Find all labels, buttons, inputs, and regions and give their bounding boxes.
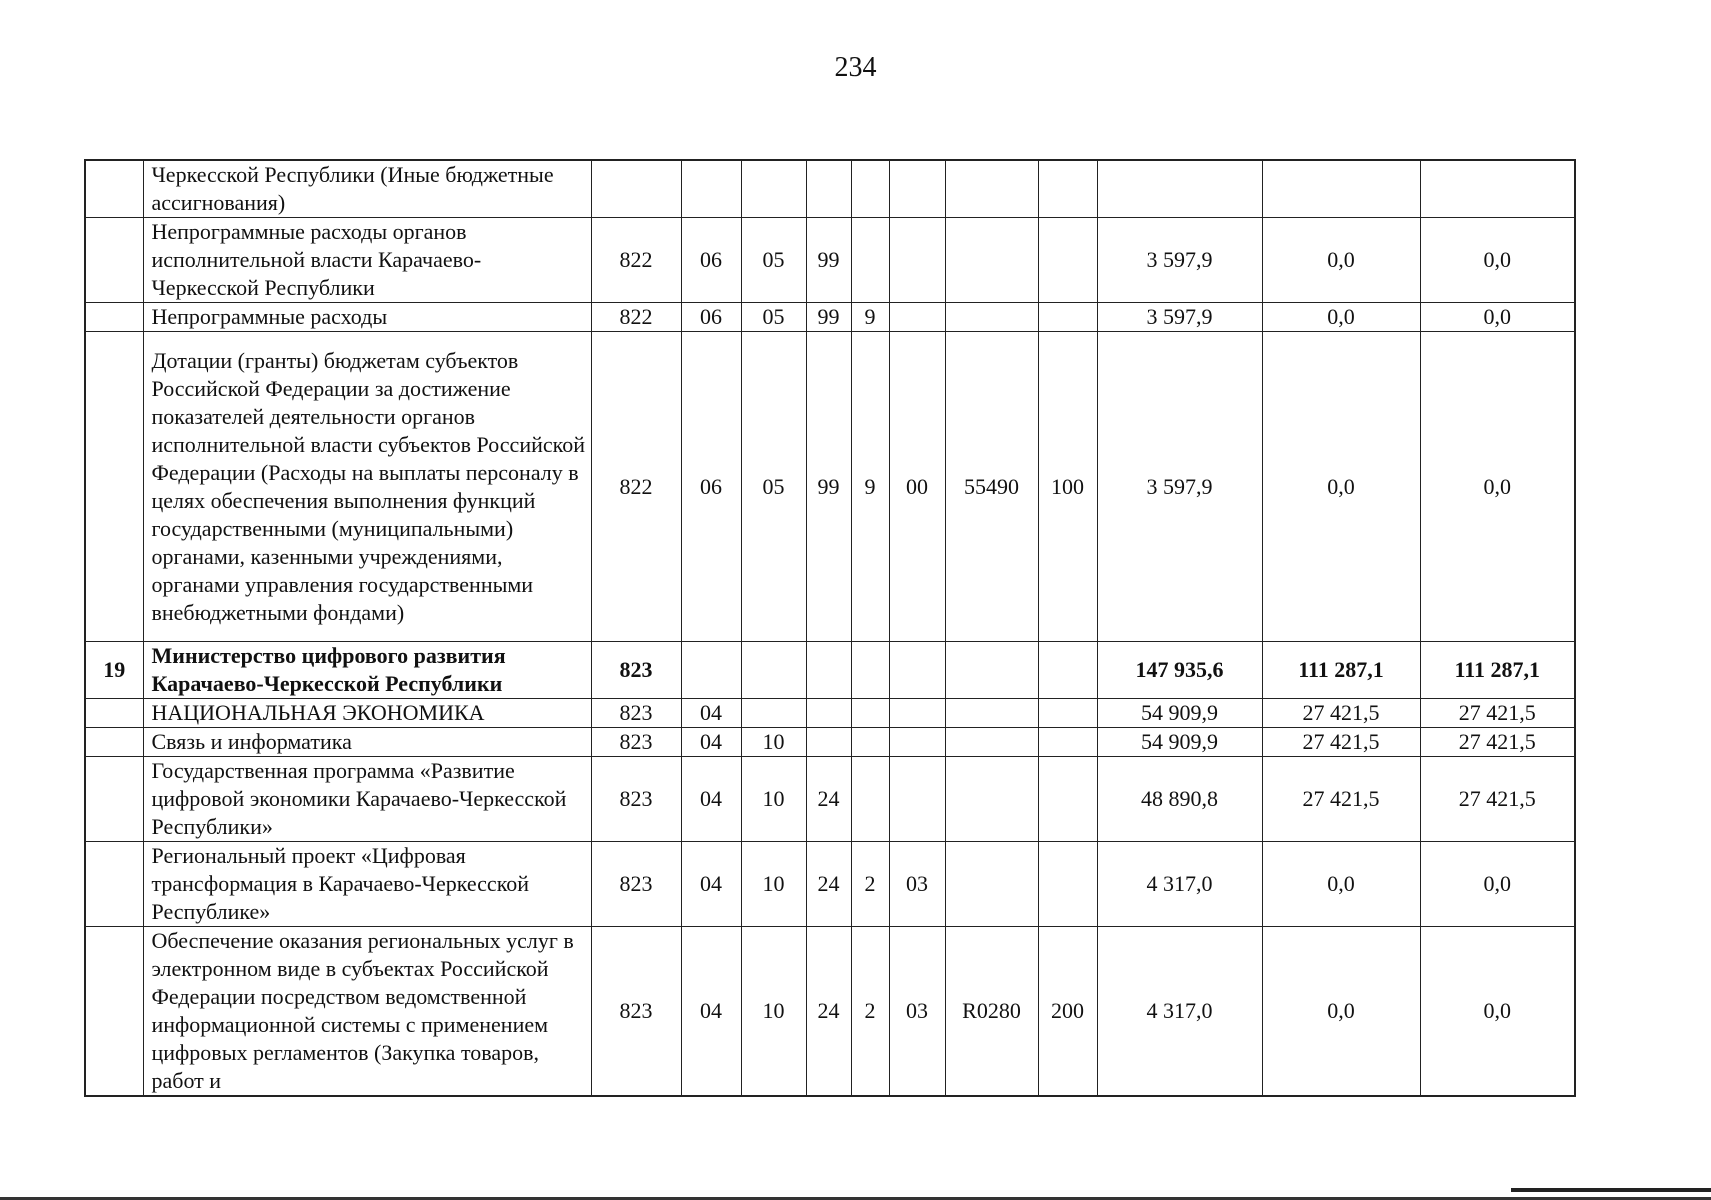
cell-c3: 05 (741, 303, 806, 332)
cell-c6 (889, 642, 945, 699)
cell-c4: 24 (806, 842, 851, 927)
cell-name: Дотации (гранты) бюджетам субъектов Российской Федерации за достижение показателей деятельности органов исполнительной власти субъектов Российской Федерации (Расходы на выплаты персоналу в целях обеспечения выполнения функций государственными (муниципальными) органами, казенными учреждениями, органами управления государственными внебюджетными фондами) (143, 332, 591, 642)
cell-c3 (741, 699, 806, 728)
cell-v2: 27 421,5 (1262, 699, 1420, 728)
cell-name: Черкесской Республики (Иные бюджетные ассигнования) (143, 160, 591, 218)
cell-c4 (806, 642, 851, 699)
cell-c5: 9 (851, 332, 889, 642)
cell-c7: 55490 (945, 332, 1038, 642)
cell-v3: 111 287,1 (1420, 642, 1575, 699)
cell-v3: 27 421,5 (1420, 699, 1575, 728)
cell-v2: 0,0 (1262, 927, 1420, 1097)
cell-c3: 10 (741, 728, 806, 757)
cell-c4: 99 (806, 303, 851, 332)
table-row (85, 927, 1575, 1097)
table-row (85, 842, 1575, 927)
cell-c5 (851, 160, 889, 218)
cell-c5 (851, 757, 889, 842)
cell-v2: 0,0 (1262, 842, 1420, 927)
cell-c7 (945, 642, 1038, 699)
cell-name: Государственная программа «Развитие цифровой экономики Карачаево-Черкесской Республики» (143, 757, 591, 842)
cell-v1: 48 890,8 (1097, 757, 1262, 842)
cell-c8 (1038, 303, 1097, 332)
cell-num (85, 303, 143, 332)
table-row (85, 757, 1575, 842)
cell-v2: 0,0 (1262, 303, 1420, 332)
cell-name: НАЦИОНАЛЬНАЯ ЭКОНОМИКА (143, 699, 591, 728)
cell-c4 (806, 699, 851, 728)
cell-v1: 4 317,0 (1097, 927, 1262, 1097)
cell-v2: 27 421,5 (1262, 757, 1420, 842)
cell-num (85, 728, 143, 757)
cell-c2: 04 (681, 699, 741, 728)
cell-c1: 822 (591, 332, 681, 642)
cell-c6 (889, 728, 945, 757)
cell-c5: 2 (851, 842, 889, 927)
table-row (85, 642, 1575, 699)
cell-c6 (889, 757, 945, 842)
table-row (85, 160, 1575, 218)
cell-name: Непрограммные расходы (143, 303, 591, 332)
cell-c7 (945, 303, 1038, 332)
cell-v2: 111 287,1 (1262, 642, 1420, 699)
cell-num (85, 218, 143, 303)
cell-num (85, 842, 143, 927)
cell-c2: 06 (681, 332, 741, 642)
cell-c7 (945, 757, 1038, 842)
table-row (85, 699, 1575, 728)
cell-c4: 24 (806, 927, 851, 1097)
cell-c1: 822 (591, 303, 681, 332)
cell-v3 (1420, 160, 1575, 218)
cell-c1: 822 (591, 218, 681, 303)
cell-c2: 04 (681, 728, 741, 757)
table-row (85, 728, 1575, 757)
cell-c5 (851, 642, 889, 699)
cell-c3 (741, 642, 806, 699)
cell-v3: 0,0 (1420, 332, 1575, 642)
cell-c8: 200 (1038, 927, 1097, 1097)
cell-v3: 0,0 (1420, 842, 1575, 927)
cell-num (85, 160, 143, 218)
cell-c1: 823 (591, 642, 681, 699)
cell-c8 (1038, 642, 1097, 699)
cell-c4 (806, 160, 851, 218)
cell-c5 (851, 218, 889, 303)
cell-c6 (889, 699, 945, 728)
cell-c4: 24 (806, 757, 851, 842)
cell-c8 (1038, 160, 1097, 218)
cell-c1: 823 (591, 757, 681, 842)
budget-table (84, 159, 1576, 1097)
cell-c1: 823 (591, 927, 681, 1097)
cell-v2: 0,0 (1262, 218, 1420, 303)
page-number: 234 (834, 52, 877, 83)
cell-num (85, 927, 143, 1097)
cell-c7 (945, 218, 1038, 303)
cell-v1: 54 909,9 (1097, 699, 1262, 728)
cell-name: Обеспечение оказания региональных услуг в электронном виде в субъектах Российской Федерации посредством ведомственной информационной системы с применением цифровых регламентов (Закупка товаров, работ и (143, 927, 591, 1097)
cell-c2 (681, 160, 741, 218)
cell-c2: 04 (681, 757, 741, 842)
scan-edge-mark (1511, 1188, 1711, 1192)
cell-c6 (889, 303, 945, 332)
cell-v2: 0,0 (1262, 332, 1420, 642)
cell-c7: R0280 (945, 927, 1038, 1097)
cell-v1: 3 597,9 (1097, 332, 1262, 642)
cell-c8 (1038, 218, 1097, 303)
cell-v3: 0,0 (1420, 218, 1575, 303)
cell-c6: 00 (889, 332, 945, 642)
cell-c3: 05 (741, 218, 806, 303)
cell-c3: 10 (741, 757, 806, 842)
cell-c8 (1038, 842, 1097, 927)
cell-v3: 0,0 (1420, 303, 1575, 332)
cell-c5: 2 (851, 927, 889, 1097)
cell-c3 (741, 160, 806, 218)
cell-num: 19 (85, 642, 143, 699)
cell-c2: 04 (681, 927, 741, 1097)
cell-v3: 27 421,5 (1420, 757, 1575, 842)
cell-c4: 99 (806, 332, 851, 642)
cell-c6 (889, 218, 945, 303)
cell-c1: 823 (591, 699, 681, 728)
cell-c6 (889, 160, 945, 218)
cell-v1: 147 935,6 (1097, 642, 1262, 699)
cell-c7 (945, 160, 1038, 218)
cell-name: Непрограммные расходы органов исполнительной власти Карачаево-Черкесской Республики (143, 218, 591, 303)
cell-c8: 100 (1038, 332, 1097, 642)
cell-c7 (945, 842, 1038, 927)
cell-c7 (945, 728, 1038, 757)
cell-v1: 3 597,9 (1097, 218, 1262, 303)
cell-name: Министерство цифрового развития Карачаево-Черкесской Республики (143, 642, 591, 699)
cell-c5 (851, 699, 889, 728)
cell-c1: 823 (591, 842, 681, 927)
cell-v2: 27 421,5 (1262, 728, 1420, 757)
cell-c5 (851, 728, 889, 757)
cell-v1: 54 909,9 (1097, 728, 1262, 757)
table-row (85, 332, 1575, 642)
cell-c6: 03 (889, 927, 945, 1097)
cell-num (85, 332, 143, 642)
cell-c8 (1038, 757, 1097, 842)
cell-c4 (806, 728, 851, 757)
cell-c8 (1038, 699, 1097, 728)
cell-name: Региональный проект «Цифровая трансформация в Карачаево-Черкесской Республике» (143, 842, 591, 927)
cell-c2: 06 (681, 303, 741, 332)
table-row (85, 218, 1575, 303)
cell-name: Связь и информатика (143, 728, 591, 757)
cell-c8 (1038, 728, 1097, 757)
cell-v2 (1262, 160, 1420, 218)
table-row (85, 303, 1575, 332)
cell-c2: 06 (681, 218, 741, 303)
cell-v1 (1097, 160, 1262, 218)
cell-c5: 9 (851, 303, 889, 332)
cell-num (85, 757, 143, 842)
cell-c3: 10 (741, 842, 806, 927)
cell-c2: 04 (681, 842, 741, 927)
cell-c4: 99 (806, 218, 851, 303)
cell-c1 (591, 160, 681, 218)
cell-c3: 10 (741, 927, 806, 1097)
cell-c1: 823 (591, 728, 681, 757)
cell-num (85, 699, 143, 728)
cell-c7 (945, 699, 1038, 728)
cell-v3: 0,0 (1420, 927, 1575, 1097)
cell-v3: 27 421,5 (1420, 728, 1575, 757)
cell-v1: 4 317,0 (1097, 842, 1262, 927)
cell-c3: 05 (741, 332, 806, 642)
cell-v1: 3 597,9 (1097, 303, 1262, 332)
cell-c2 (681, 642, 741, 699)
cell-c6: 03 (889, 842, 945, 927)
